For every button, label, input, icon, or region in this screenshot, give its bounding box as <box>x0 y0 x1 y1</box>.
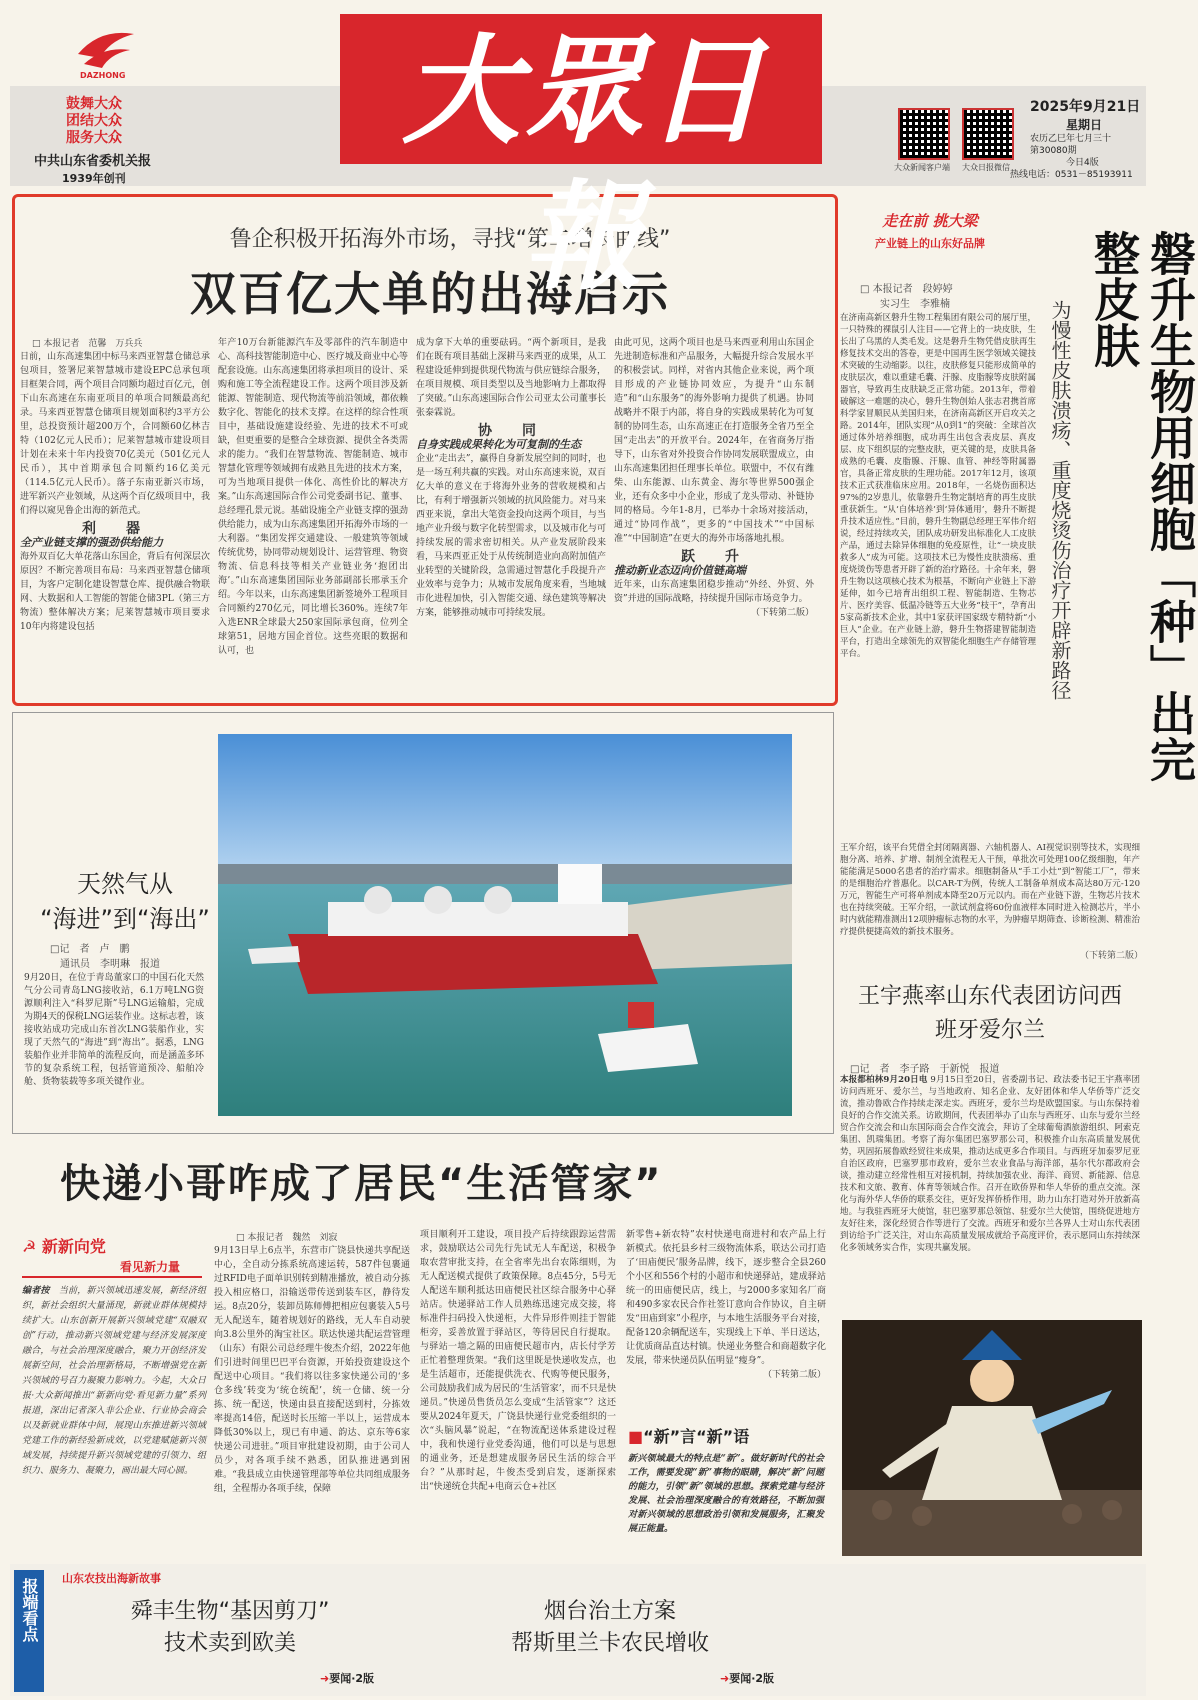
bottom-banner: 山东农技出海新故事 <box>62 1572 161 1585</box>
party-note: 编者按 当前，新兴领域迅速发展，新经济组织，新社会组织大量涌现，新就业群体规模持续扩大。山东创新开展新兴领域党建“双融双创”行动，推动新兴领域党建与经济发展深度融合，与社会治理深度融合，聚力开创经济发展新空间，社会治理新格局，不断增强党在新兴领域的号召力凝聚力影响力。今起，大众日报·大众新闻推出“新新向党·看见新力量”系列报道，深出记者深入非公企业、行业协会商会以及新就业群体中间，展现山东推进新兴领域党建工作的新经验新成效，以党建赋能新兴领域发展，持续提升新兴领域党建的引领力、组织力、服务力、凝聚力，画出最大同心圆。 <box>22 1286 206 1476</box>
series-banner-title: 走在前 挑大梁 <box>882 212 978 230</box>
subhead-liqi: 利 器 <box>82 521 148 537</box>
newyan-body: 新兴领域最大的特点是“新”。做好新时代的社会工作，需要发现“新”事物的眼睛，解决“新”问题的能力，引领“新”领域的思想。探索党建与经济发展、社会治理深度融合的有效路径，不断加强对新兴领域的思想政治引领和发展服务，汇聚发展正能量。 <box>628 1454 824 1534</box>
party-rule <box>22 1276 202 1278</box>
biotech-body: 在济南高新区磐升生物工程集团有限公司的展厅里，一只特殊的裸鼠引人注目——它背上的一块皮肤，生长出了乌黑的人类毛发。这是磐升生物凭借皮肤再生修复技术交出的答卷，更是中国再生医学领域关键技术突破的生动缩影。以往，皮肤修复只能形成简单的皮肤层次，难以重建毛囊、汗腺、皮脂腺等皮肤附属器官，导致再生皮肤缺乏正常功能。2013年，带着破解这一难题的决心，磐升生物创始人张志君携首席科学家冒顺民从美国归来，在济南高新区开启攻关之路。2014年，团队实现“从0到1”的突破：全球首次通过体外培养细胞，成功再生出包含表皮层、真皮层、皮下组织层的完整皮肤，更关键的是，皮肤具备成熟的毛囊、皮脂腺、汗腺、血管、神经等附属器官，具备正常皮肤的生理功能。2017年12月，该项技术正式获准临床应用。2018年，一名烧伤面积达97%的2岁患儿，依靠磐升生物定制培育的再生皮肤重获新生。“从‘自体培养’到‘异体通用’，磐升不断提升技术适应性。”目前，磐升生物副总经理王军伟介绍说，经过持续攻关，团队成功研发出标准化人工皮肤产品，通过去除异体细胞的免疫原性，让“一块皮肤救多人”成为可能。这项技术已为慢性皮肤溃疡、重度烧烫伤等患者开辟了新的治疗路径。十余年来，磐升生物以这项核心技术为根基，不断向产业链上下游延伸，如今已培育出组织工程、智能制造、生物芯片、医疗美容、低温冷链等五大业务“枝干”，孕育出5家高新技术企业，其中1家获评国家级专精特新“小巨人”企业。在产业链上游，磐升生物搭建智能制造平台，打造出全球领先的双智能化细胞生产存储管理平台。 <box>840 313 1036 659</box>
party-sub: 看见新力量 <box>120 1260 181 1274</box>
party-note-label: 编者按 <box>22 1286 50 1296</box>
courier-continue-note[interactable]: （下转第二版） <box>762 1370 826 1380</box>
biotech-headline[interactable]: 磐升生物用细胞「种」出完整皮肤 <box>1087 230 1197 782</box>
arrow-icon: ➜ <box>720 1672 730 1685</box>
lng-ship-photo <box>218 734 792 1116</box>
dazhong-logo <box>70 24 142 80</box>
hotline: 热线电话：0531－85193911 <box>1010 170 1133 180</box>
biotech-byline: □ 本报记者 段婷婷 实习生 李雅楠 <box>860 284 953 310</box>
biotech-subhead: 为慢性皮肤溃疡、重度烧烫伤治疗开辟新路径 <box>1048 300 1072 700</box>
slogan: 鼓舞大众 团结大众 服务大众 <box>66 96 122 146</box>
bottom-left-jump[interactable]: ➜要闻·2版 <box>320 1672 375 1685</box>
bottom-mid-story[interactable]: 烟台治土方案 帮斯里兰卡农民增收 <box>510 1599 709 1656</box>
party-emblem-icon: ☭ <box>22 1237 37 1256</box>
lng-headline[interactable]: 天然气从 “海进”到“海出” <box>40 870 210 933</box>
lunar-date: 农历乙巳年七月三十 <box>1030 134 1112 144</box>
delegation-body: 本报都柏林9月20日电 9月15日至20日，省委副书记、政法委书记王宇燕率团访问西班牙、爱尔兰，与当地政府、知名企业、友好团体和华人华侨等广泛交流，推动鲁欧合作持续走深走实。西班牙，爱尔兰均是欧盟国家。与山东保持着良好的合作交流关系。访欧期间，代表团举办了山东与西班牙、山东与爱尔兰经贸合作交流会和山东国际商会合作交流会，拜访了全球葡萄酒旅游组织、阿索克集团、凯瑞集团。考察了海尔集团巴塞罗那公司，积极推介山东高质量发展优势，巩固拓展鲁欧经贸往来成果，推动达成更多合作项目。与西班牙加泰罗尼亚自治区政府，巴塞罗那市政府，爱尔兰农业食品与海洋部，基尔代尔郡政府会谈，推动建立经常性相互对接机制，持续加强农业、海洋、商贸、新能源、信息技术和文旅、教育、体育等领域合作。召开在欧侨界和华人华侨的重点交流。深化与海外华人华侨的联系交往，更好发挥侨桥作用，助力山东打造对外开放新高地。与我驻西班牙大使馆，驻巴塞罗那总领馆、驻爱尔兰大使馆，围绕促进地方友好往来，深化经贸合作等进行了交流。西班牙和爱尔兰各界人士对山东代表团到访给予广泛关注，对山东高质量发展成就给予高度评价，表示愿同山东持续深化多领域务实合作，实现共赢发展。 <box>840 1075 1141 1253</box>
svg-text:DAZHONG: DAZHONG <box>80 71 126 80</box>
courier-headline[interactable]: 快递小哥咋成了居民“生活管家” <box>60 1161 663 1207</box>
red-square-icon: ■ <box>628 1427 644 1446</box>
issue-number: 第30080期 <box>1030 146 1077 156</box>
lead-column-1: 日前，山东高速集团中标马来西亚智慧仓储总承包项目，签署尼莱智慧城市建设EPC总承包项目框架合同，两个项目合同额均超过百亿元，创下山东高速在东南亚项目的单项合同额最高纪录。马来西亚智慧仓储项目规划面积约3平方公里，总投资预计超200万个，合同额60亿林吉特（102亿元人民币）；尼莱智慧城市建设项目计划在未来十年内投资70亿美元（501亿元人民币），其中首期承包合同额约16亿美元（114.5亿元人民币）。落子东南亚新兴市场，进军新兴产业领域，从这两个百亿级项目中，我们得以窥见鲁企出海的新范式。 利 器 全产业链支撑的强劲供给能力 海外双百亿大单花落山东国企，背后有何深层次原因？不断完善项目布局：马来西亚智慧仓储项目，为客户定制化建设智慧仓库、提供融合物联网、大数据和人工智能的智能仓储3PL（第三方物流）整体解决方案；尼莱智慧城市项目要求10年内将建设包括 <box>20 352 210 632</box>
series-banner <box>850 210 1010 251</box>
qr-code-wechat[interactable] <box>962 108 1014 160</box>
subhead-yuesheng: 跃 升 <box>681 549 747 565</box>
qr-app-label: 大众新闻客户端 <box>894 163 950 172</box>
publisher-label: 中共山东省委机关报 <box>34 154 152 169</box>
lng-body: 9月20日，在位于青岛董家口的中国石化天然气分公司青岛LNG接收站，6.1万吨LNG资源顺利注入“科罗尼斯”号LNG运输船，完成为期4天的保税LNG运装作业。这标志着，该接收站成功完成山东首次LNG装船作业，实现了天然气的“海进”到“海出”。据悉，LNG装船作业并非简单的流程反向，而是涵盖多环节的复杂系统工程，包括管道预冷、船舶冷舱、货物装载等多项关键作业。 <box>24 973 205 1087</box>
lead-headline[interactable]: 双百亿大单的出海启示 <box>190 267 670 321</box>
lead-continue-note[interactable]: （下转第二版） <box>750 608 814 618</box>
date-block <box>1010 96 1141 181</box>
lead-kicker: 鲁企积极开拓海外市场，寻找“第二增长曲线” <box>229 227 671 252</box>
lead-column-3: 成为拿下大单的重要砝码。“两个新项目，是我们在既有项目基础上深耕马来西亚的成果，从工程建设延伸到提供现代物流与供应链综合服务，在项目规模、项目类型以及当地影响力上都取得了突破。”山东高速国际合作公司亚太公司董事长张泰霖说。 协 同 自身实践成果转化为可复制的生态 企业“走出去”，赢得自身新发展空间的同时，也是一场互利共赢的实践。对山东高速来说，双百亿大单的意义在于将海外业务的营收规模和占比，有利于增强新兴领域的抗风险能力。对马来西亚来说，拿出大笔资金投向这两个项目，与当地产业升级与数字化转型需求，以及城市化与可持续发展的需求密切相关。从产业发展阶段来看，马来西亚正处于从传统制造业向高附加值产业转型的关键阶段，急需通过智慧化手段提升产业效率与竞争力；从城市发展角度来看，当地城市化进程加快，引入智能交通、绿色建筑等解决方案，能够推动城市可持续发展。 <box>416 338 606 618</box>
biotech-continue-note[interactable]: （下转第二版） <box>1080 951 1144 961</box>
founded-label: 1939年创刊 <box>62 172 126 185</box>
courier-column-1: 9月13日早上6点半，东营市广饶县快递共享配送中心，全自动分拣系统高速运转，587件包裹通过RFID电子面单识别转到精准播放，被自动分拣投入相应格口，沿输送带传送到装车区，静待发运。8点20分，装卸员陈师傅把相应包裹装入5号无人配送车，随着规划好的路线，无人车自动驶向3.8公里外的淘宝社区。联达快递共配运营管理（山东）有限公司总经理牛俊杰介绍，2022年他们引进时间里巴巴平台资源，开始投资建设这个配送中心项目。“我们将以往多家快递公司的‘多仓多线’转变为‘统仓统配’，统一仓储、统一分拣、统一配送，快递由县直接配送到村，分拣效率提高14倍，配送时长压缩一半以上，运营成本降低30%以上，现已有申通、韵达、京东等6家快递公司进驻。”项目审批建设初期，由于公司人员少，对各项手续不熟悉，团队推进遇到困难。“我县成立由快递管理部等单位共同组成服务组，全程帮办各项手续，保障 <box>214 1246 410 1494</box>
delegation-byline: □记 者 李子路 于新悦 报道 <box>850 1064 1000 1075</box>
biotech-body-2: 王军介绍，该平台凭借全封闭隔离器、六轴机器人、AI视觉识别等技术，实现细胞分离、培养、扩增、制剂全流程无人干预，单批次可处理100亿级细胞，年产能能满足5000名患者的治疗需求。细胞制备从“手工小灶”到“智能工厂”，带来的是细胞治疗普惠化。以CAR-T为例，传统人工制备单剂成本高达80万元-120万元，智能生产可将单剂成本降至20万元以内。而在产业链下游，生物芯片技术也在持续突破。王军介绍，一款试剂盒将60份血液样本同时进入检测芯片，半小时内就能精准测出12项肿瘤标志物的水平，为肿瘤早期筛查、诊断检测、精准治疗提供便捷高效的新技术服务。 <box>840 843 1140 937</box>
lead-column-4: 由此可见，这两个项目也是马来西亚利用山东国企先进制造标准和产品服务，大幅提升综合发展水平的积极尝试。同样，对省内其他企业来说，两个项目形成的产业链协同效应，为提升“山东制造”和“山东服务”的海外影响力提供了机遇。协同战略并不限于内部，将自身的实践成果转化为可复制的协同生态，山东高速正在打造服务全省乃至全国“走出去”的开放平台。2024年，在省商务厅指导下，山东省对外投资合作协同发展联盟成立，由山东高速集团担任理事长单位。联盟中，不仅有潍柴、山东能源、山东黄金、海尔等世界500强企业，还有众多中小企业，形成了龙头带动、补链协同的格局。今年1-8月，已举办十余场对接活动，通过“协同作战”，更多的“中国技术”“中国标准”“中国制造”在更大的海外市场落地扎根。 跃 升 推动新业态迈向价值链高端 近年来，山东高速集团稳步推动“外经、外贸、外资”并进的国际战略，持续提升国际市场竞争力。 （下转第二版） <box>614 338 814 618</box>
subhead-xietong-note: 自身实践成果转化为可复制的生态 <box>416 438 581 451</box>
subhead-yuesheng-note: 推动新业态迈向价值链高端 <box>614 564 746 577</box>
qr-code-app[interactable] <box>898 108 950 160</box>
courier-column-2: 项目顺利开工建设，项目投产后持续跟踪运营需求，鼓励联达公司先行先试无人车配送，积极争取农营审批支持，在全省率先出台农陈细则，为无人配送模式提供了政策保障。8点45分，5号无人配送车顺利抵达田庙便民社区综合服务中心驿站店。快递驿站工作人员熟练迅速完成交接，将标准件扫码投入快递柜，大件异形件则挂于智能柜旁，妥善放置于驿站区，等待居民自行提取。与驿站一墙之隔的田庙便民超市内，店长付学芳正忙着整理货架。“我们这里既是快递收发点，也是生活超市，还能提供洗衣、代购等便民服务，公司鼓励我们成为居民的‘生活管家’，而不只是快递员。”快递员售货员怎么变成“生活管家”？这还要从2024年夏天，广饶县快递行业党委组织的一次“头脑风暴”说起，“在物流配送体系建设过程中，我和快递行业党委沟通，他们可以是与思想的通业务，还是想建成服务居民生活的综合平台？”从那时起，牛俊杰受到启发，逐渐探索出“快递统仓共配+电商云仓+社区 <box>420 1230 616 1492</box>
bottom-left-story[interactable]: 舜丰生物“基因剪刀” 技术卖到欧美 <box>130 1599 330 1656</box>
delegation-headline[interactable]: 王宇燕率山东代表团访问西班牙爱尔兰 <box>857 984 1122 1043</box>
courier-byline: □ 本报记者 魏然 刘寂 <box>236 1233 338 1243</box>
bottom-side-label: 报端看点 <box>14 1570 44 1692</box>
lng-byline: □记 者 卢 鹏 通讯员 李明琳 报道 <box>50 944 160 970</box>
series-banner-sub: 产业链上的山东好品牌 <box>875 237 985 250</box>
page-count: 今日4版 <box>1066 158 1099 168</box>
bottom-mid-jump[interactable]: ➜要闻·2版 <box>720 1672 775 1685</box>
issue-date: 2025年9月21日 <box>1030 99 1141 115</box>
qr-wechat-label: 大众日报微信 <box>962 163 1010 172</box>
subhead-xietong: 协 同 <box>478 423 544 439</box>
delegation-dateline: 本报都柏林9月20日电 <box>840 1075 928 1085</box>
party-badge: ☭ 新新向党 <box>22 1237 106 1256</box>
subhead-liqi-note: 全产业链支撑的强劲供给能力 <box>20 536 163 549</box>
newspaper-title: 大眾日報 <box>401 21 768 306</box>
weekday: 星期日 <box>1066 118 1103 132</box>
arrow-icon: ➜ <box>320 1672 330 1685</box>
courier-column-3: 新零售+新农特”农村快递电商进村和农产品上行新模式。依托县乡村三级物流体系，联达公司打造了‘田庙便民’服务品牌，线下，逐步整合全县260个小区和556个村的小超市和快递驿站，建成驿站统一的田庙便民店，线上，与2000多家知名厂商和490多家农民合作社签订意向合作协议，自主研发“田庙到家”小程序，与本地生活服务平台对接，配备120余辆配送车，实现线上下单、半日送达，让优质商品直达村镇。快递业务整合和商超数字化发展，带来快递员队伍明显“瘦身”。 （下转第二版） <box>626 1230 826 1380</box>
lead-byline: □ 本报记者 范馨 万兵兵 <box>32 339 143 349</box>
newyan-label: ■“新”言“新”语 <box>628 1427 750 1446</box>
opera-photo <box>842 1320 1142 1556</box>
lead-column-2: 年产10万台新能源汽车及零部件的汽车制造中心、高科技智能制造中心、医疗城及商业中心等配套设施。山东高速集团将承担项目的设计、采购和施工等全流程建设工作。这两个项目涉及新能源、智能制造、现代物流等前沿领域，都依赖数字化、智能化的技术支撑。在这样的综合性项目中，基础设施建设经验、先进的技术不可或缺，但更重要的是整合全球资源、提供全各类需求的能力。“我们在智慧物流、智能制造、城市智慧化管理等领域拥有成熟且先进的技术方案，可为当地项目提供一体化、高性价比的解决方案。”山东高速国际合作公司党委副书记、董事、总经理孔景元说。基础设施全产业链支撑的强劲供给能力，成为山东高速集团开拓海外市场的一大利器。“集团发挥交通建设、一般建筑等领域传统优势，协同带动规划设计、运营管理、物资物流、信息科技等相关产业链业务‘抱团出海’。”山东高速集团国际业务部副部长邢承玉介绍。今年以来，山东高速集团新签境外工程项目合同额约270亿元，同比增长360%。连续7年入选ENR全球最大250家国际承包商，位列全球第51，居地方国企首位。这些亮眼的数据和认可，也 <box>218 338 408 656</box>
